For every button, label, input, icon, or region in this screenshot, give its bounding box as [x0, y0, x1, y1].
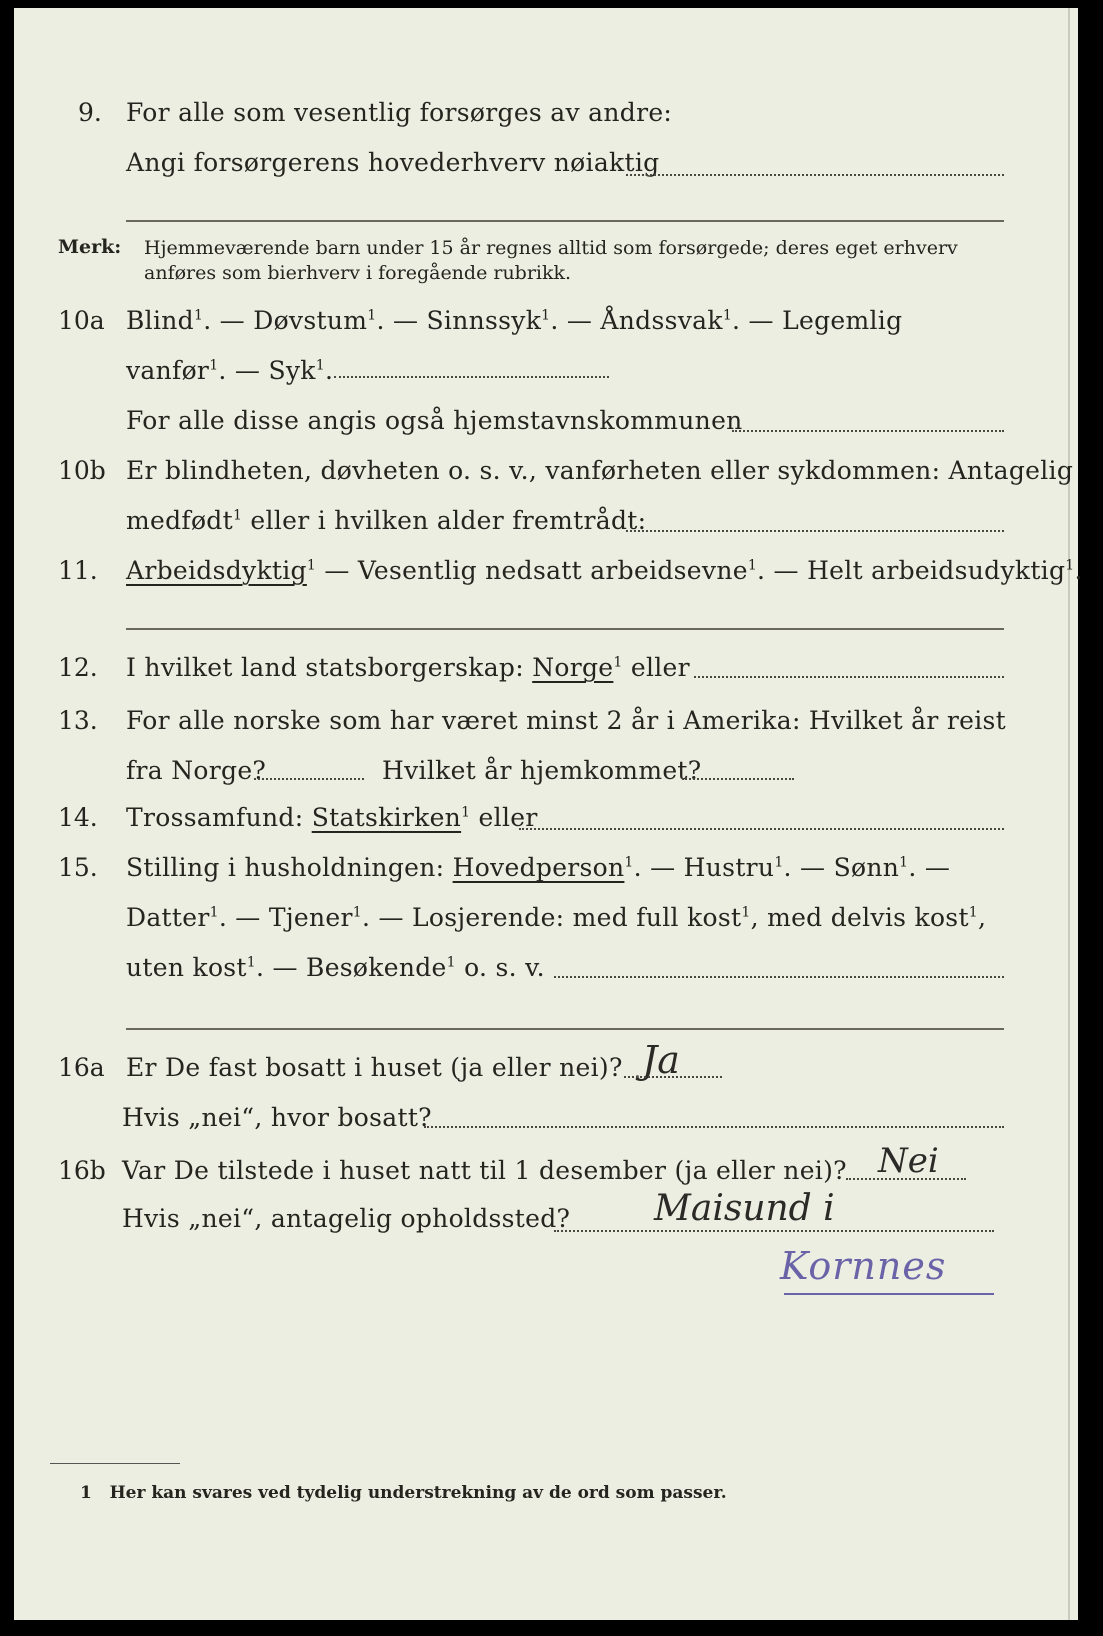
stamp-handwritten-municipality: Kornnes — [780, 1244, 947, 1288]
q10a-hjemstavn-line[interactable] — [732, 430, 1004, 432]
footnote-rule — [50, 1463, 180, 1464]
q16a-line2: Hvis „nei“, hvor bosatt? — [122, 1103, 432, 1132]
q9-line1: For alle som vesentlig forsørges av andre: — [126, 98, 673, 127]
q13-reist-line[interactable] — [254, 778, 364, 780]
q10a-line2: vanfør$^1$. — Syk$^1$. — [126, 356, 334, 385]
stamp-underline — [784, 1293, 994, 1295]
q15-line2: Datter$^1$. — Tjener$^1$. — Losjerende: med full kost$^1$, med delvis kost$^1$, — [126, 903, 987, 932]
q9-answer-line-2[interactable] — [126, 220, 1004, 222]
q15-selected-option[interactable]: Hovedperson — [452, 853, 625, 882]
q16a-bosatt-line[interactable] — [424, 1126, 1004, 1128]
q11-selected-option[interactable]: Arbeidsdyktig — [126, 556, 307, 585]
q16b-line1: Var De tilstede i huset natt til 1 desember (ja eller nei)? — [122, 1156, 847, 1185]
q10b-line2: medfødt$^1$ eller i hvilken alder fremtrådt: — [126, 506, 647, 535]
q15-answer-line[interactable] — [554, 976, 1004, 978]
q16a-handwritten-answer: Ja — [642, 1038, 680, 1082]
q13-line2a: fra Norge? — [126, 756, 267, 785]
q15-line1: Stilling i husholdningen: Hovedperson$^1$. — Hustru$^1$. — Sønn$^1$. — — [126, 853, 951, 882]
q11-line1: Arbeidsdyktig$^1$ — Vesentlig nedsatt arbeidsevne$^1$. — Helt arbeidsudyktig$^1$. — [126, 556, 1083, 585]
q9-line2: Angi forsørgerens hovederhverv nøiaktig — [126, 148, 660, 177]
q14-selected-option[interactable]: Statskirken — [311, 803, 462, 832]
page-edge-line — [1068, 8, 1070, 1620]
q10a-number: 10a — [58, 306, 105, 335]
q16b-handwritten-answer: Nei — [878, 1141, 939, 1181]
q16b-number: 16b — [58, 1156, 106, 1185]
q11-number: 11. — [58, 556, 98, 585]
q10b-number: 10b — [58, 456, 106, 485]
q13-line2b: Hvilket år hjemkommet? — [382, 756, 702, 785]
q11-answer-line[interactable] — [126, 628, 1004, 630]
q16b-answer-line[interactable] — [846, 1178, 966, 1180]
q14-number: 14. — [58, 803, 98, 832]
q12-selected-option[interactable]: Norge — [532, 653, 614, 682]
q12-line: I hvilket land statsborgerskap: Norge$^1$ eller — [126, 653, 690, 682]
q16b-opholdssted-line[interactable] — [554, 1230, 994, 1232]
q15-number: 15. — [58, 853, 98, 882]
census-form-page — [14, 8, 1083, 1620]
q9-number: 9. — [78, 98, 102, 127]
q12-number: 12. — [58, 653, 98, 682]
q16a-line1: Er De fast bosatt i huset (ja eller nei)? — [126, 1053, 623, 1082]
q10a-line3: For alle disse angis også hjemstavnskommunen — [126, 406, 743, 435]
q10b-answer-line[interactable] — [626, 530, 1004, 532]
q16b-handwritten-place: Maisund i — [654, 1188, 835, 1229]
q15-answer-line-2[interactable] — [126, 1028, 1004, 1030]
q15-line3: uten kost$^1$. — Besøkende$^1$ o. s. v. — [126, 953, 545, 982]
q12-answer-line[interactable] — [694, 676, 1004, 678]
q13-line1: For alle norske som har været minst 2 år i Amerika: Hvilket år reist — [126, 706, 1007, 735]
merk-label: Merk: — [58, 236, 122, 258]
merk-line1: Hjemmeværende barn under 15 år regnes alltid som forsørgede; deres eget erhverv — [144, 237, 958, 259]
q13-hjemkommet-line[interactable] — [682, 778, 794, 780]
q13-number: 13. — [58, 706, 98, 735]
footnote: 1 Her kan svares ved tydelig understrekning av de ord som passer. — [80, 1483, 727, 1503]
q16a-answer-line[interactable] — [624, 1076, 722, 1078]
q16b-line2: Hvis „nei“, antagelig opholdssted? — [122, 1204, 571, 1233]
q10a-answer-line[interactable] — [334, 376, 609, 378]
merk-line2: anføres som bierhverv i foregående rubrikk. — [144, 262, 572, 284]
q14-answer-line[interactable] — [519, 828, 1004, 830]
q16a-number: 16a — [58, 1053, 105, 1082]
q9-answer-line[interactable] — [626, 174, 1004, 176]
q10a-line1: Blind$^1$. — Døvstum$^1$. — Sinnssyk$^1$. — Åndssvak$^1$. — Legemlig — [126, 306, 903, 335]
q10b-line1: Er blindheten, døvheten o. s. v., vanførheten eller sykdommen: Antagelig — [126, 456, 1074, 485]
q14-line: Trossamfund: Statskirken$^1$ eller — [126, 803, 538, 832]
